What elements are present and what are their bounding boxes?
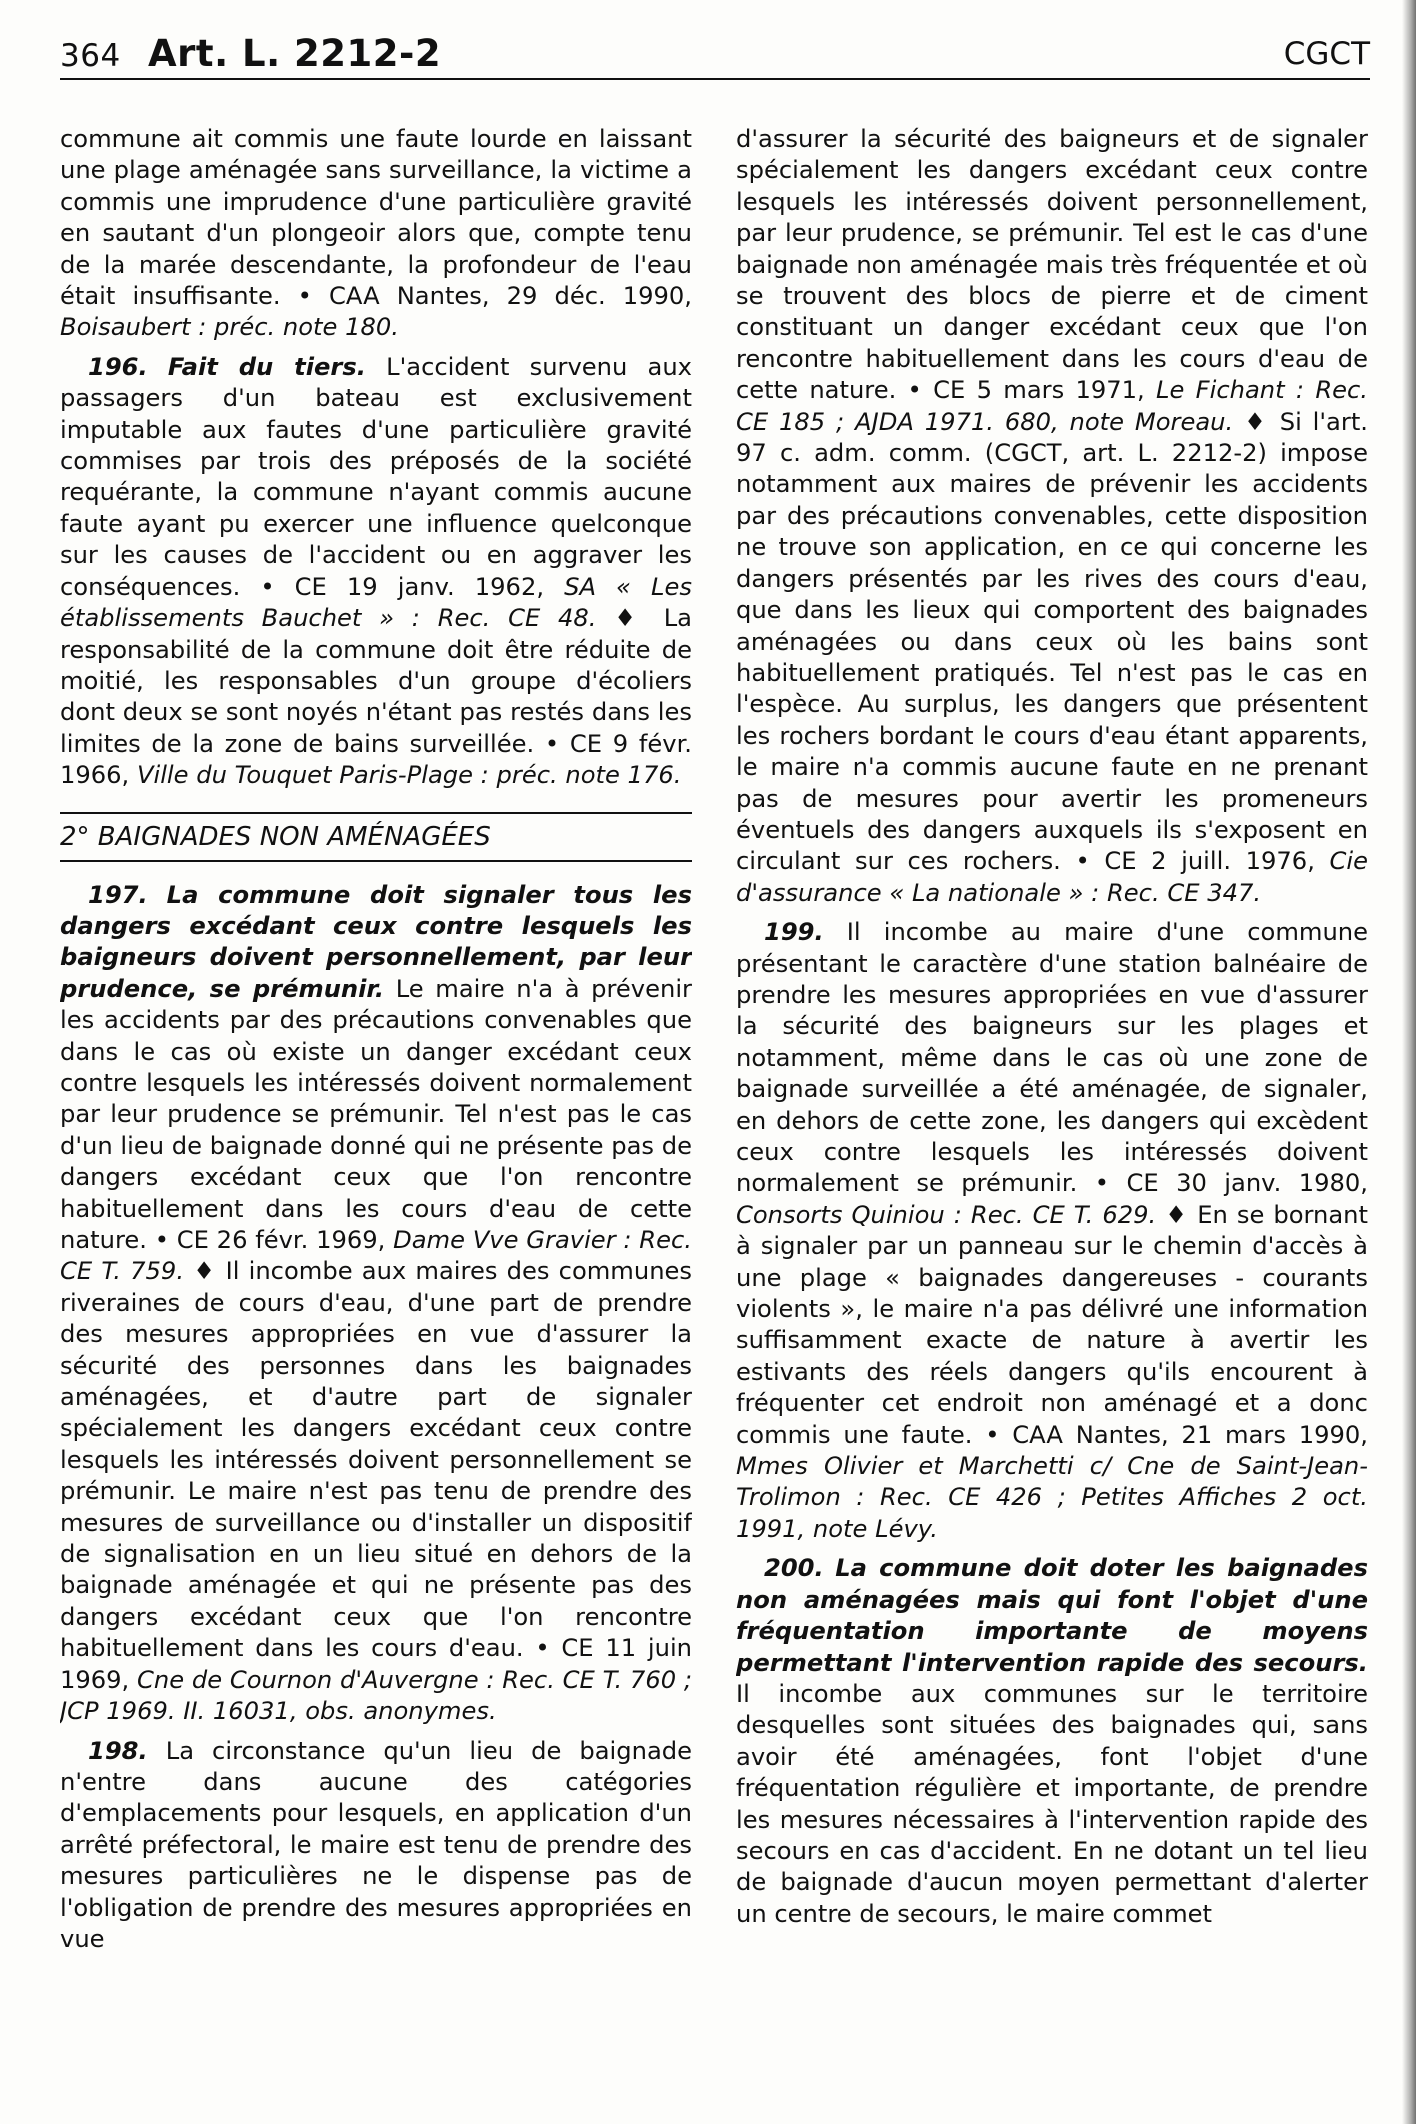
paragraph-198: 198. La circonstance qu'un lieu de baignade n'entre dans aucune des catégories d'emplacements pour lesquels, en application d'un arrêté préfectoral, le maire est tenu de prendre des mesures particulières ne le dispense pas de l'obligation de prendre des mesures appropriées en vue	[60, 1736, 692, 1953]
page-number: 364	[60, 38, 121, 74]
page-header	[60, 28, 1370, 80]
paragraph-197: 197. La commune doit signaler tous les dangers excédant ceux contre lesquels les baigneurs doivent personnellement, par leur prudence, se prémunir. Le maire n'a à prévenir les accidents par des précautions convenables que dans le cas où existe un danger excédant ceux contre lesquels les intéressés doivent normalement par leur prudence se prémunir. Tel n'est pas le cas d'un lieu de baignade donné qui ne présente pas de dangers excédant ceux que l'on rencontre habituellement dans les cours d'eau de cette nature. • CE 26 févr. 1969, Dame Vve Gravier : Rec. CE T. 759. ♦ Il incombe aux maires des communes riveraines de cours d'eau, d'une part de prendre des mesures appropriées en vue d'assurer la sécurité des personnes dans les baignades aménagées, et d'autre part de signaler spécialement les dangers excédant ceux contre lesquels les intéressés doivent personnellement se prémunir. Le maire n'est pas tenu de prendre des mesures de surveillance ou d'installer un dispositif de signalisation en un lieu situé en dehors de la baignade aménagée et qui ne présente pas des dangers excédant ceux que l'on rencontre habituellement dans les cours d'eau. • CE 11 juin 1969, Cne de Cournon d'Auvergne : Rec. CE T. 760 ; JCP 1969. II. 16031, obs. anonymes.	[60, 880, 692, 1726]
paragraph-200: 200. La commune doit doter les baignades non aménagées mais qui font l'objet d'une fréquentation importante de moyens permettant l'intervention rapide des secours. Il incombe aux communes sur le territoire desquelles sont situées des baignades qui, sans avoir été aménagées, font l'objet d'une fréquentation régulière et importante, de prendre les mesures nécessaires à l'intervention rapide des secours en cas d'accident. En ne dotant un tel lieu de baignade d'aucun moyen permettant d'alerter un centre de secours, le maire commet	[736, 1554, 1368, 1928]
paragraph-continued: commune ait commis une faute lourde en laissant une plage aménagée sans surveillance, la victime a commis une imprudence d'une particulière gravité en sautant d'un plongeoir alors que, compte tenu de la marée descendante, la profondeur de l'eau était insuffisante. • CAA Nantes, 29 déc. 1990, Boisaubert : préc. note 180.	[60, 125, 692, 342]
paragraph-title: Fait du tiers.	[167, 352, 366, 381]
paragraph-title: La commune doit signaler tous les dangers excédant ceux contre lesquels les baigneurs doivent personnellement, par leur prudence, se prémunir.	[60, 880, 692, 1003]
scan-edge-shadow	[1402, 0, 1416, 2124]
paragraph-198-continued: d'assurer la sécurité des baigneurs et de signaler spécialement les dangers excédant ceux contre lesquels les intéressés doivent personnellement, par leur prudence, se prémunir. Tel est le cas d'une baignade non aménagée mais très fréquentée et où se trouvent des blocs de pierre et de ciment constituant un danger excédant ceux que l'on rencontre habituellement dans les cours d'eau de cette nature. • CE 5 mars 1971, Le Fichant : Rec. CE 185 ; AJDA 1971. 680, note Moreau. ♦ Si l'art. 97 c. adm. comm. (CGCT, art. L. 2212-2) impose notamment aux maires de prévenir les accidents par des précautions convenables, cette disposition ne trouve son application, en ce qui concerne les dangers présentés par les rives des cours d'eau, que dans les lieux qui comportent des baignades aménagées ou dans ceux où les bains sont habituellement pratiqués. Tel n'est pas le cas en l'espèce. Au surplus, les dangers que présentent les rochers bordant le cours d'eau étant apparents, le maire n'a commis aucune faute en ne prenant pas de mesures pour avertir les promeneurs éventuels des dangers auxquels ils s'exposent en circulant sur ces rochers. • CE 2 juill. 1976, Cie d'assurance « La nationale » : Rec. CE 347.	[736, 125, 1368, 907]
paragraph-title: La commune doit doter les baignades non aménagées mais qui font l'objet d'une fréquentation importante de moyens permettant l'intervention rapide des secours.	[736, 1554, 1368, 1677]
article-title: Art. L. 2212-2	[148, 32, 442, 75]
right-column	[736, 124, 1368, 2104]
paragraph-199: 199. Il incombe au maire d'une commune présentant le caractère d'une station balnéaire de prendre les mesures appropriées en vue d'assurer la sécurité des baigneurs sur les plages et notamment, même dans le cas où une zone de baignade surveillée a été aménagée, de signaler, en dehors de cette zone, les dangers qui excèdent ceux contre lesquels les intéressés doivent normalement se prémunir. • CE 30 janv. 1980, Consorts Quiniou : Rec. CE T. 629. ♦ En se bornant à signaler par un panneau sur le chemin d'accès à une plage « baignades dangereuses - courants violents », le maire n'a pas délivré une information suffisamment exacte de nature à avertir les estivants des réels dangers qu'ils encourent à fréquenter cet endroit non aménagé et a donc commis une faute. • CAA Nantes, 21 mars 1990, Mmes Olivier et Marchetti c/ Cne de Saint-Jean-Trolimon : Rec. CE 426 ; Petites Affiches 2 oct. 1991, note Lévy.	[736, 918, 1368, 1543]
section-heading: 2° BAIGNADES NON AMÉNAGÉES	[60, 812, 692, 862]
header-rule	[60, 78, 1370, 80]
paragraph-196: 196. Fait du tiers. L'accident survenu aux passagers d'un bateau est exclusivement imputable aux fautes d'une particulière gravité commises par trois des préposés de la société requérante, la commune n'ayant commis aucune faute ayant pu exercer une influence quelconque sur les causes de l'accident ou en aggraver les conséquences. • CE 19 janv. 1962, SA « Les établissements Bauchet » : Rec. CE 48. ♦ La responsabilité de la commune doit être réduite de moitié, les responsables d'un groupe d'écoliers dont deux se sont noyés n'étant pas restés dans les limites de la zone de bains surveillée. • CE 9 févr. 1966, Ville du Touquet Paris-Plage : préc. note 176.	[60, 352, 692, 790]
page	[60, 28, 1370, 2108]
left-column	[60, 124, 692, 2104]
code-abbreviation: CGCT	[1283, 36, 1370, 72]
